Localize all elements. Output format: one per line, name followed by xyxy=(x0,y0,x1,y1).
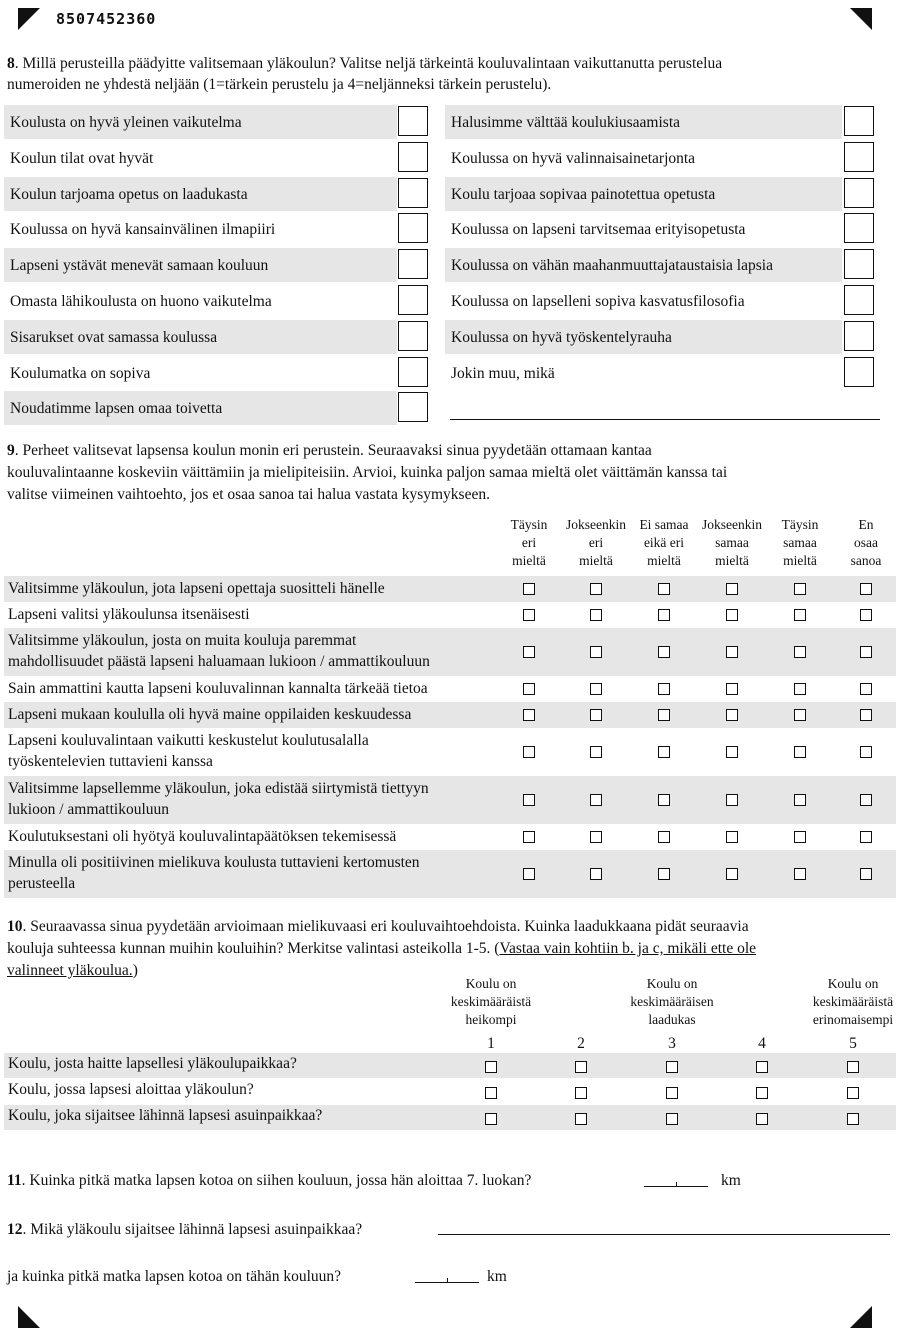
q9-answer-checkbox[interactable] xyxy=(523,831,535,843)
q10-scale-number: 3 xyxy=(668,1035,676,1052)
q10-anchor-line: laadukas xyxy=(648,1012,696,1027)
q8-left-option xyxy=(4,177,397,211)
q10-anchor-line: Koulu on xyxy=(646,976,698,991)
q10-row-text: Koulu, josta haitte lapsellesi yläkoulupaikkaa? xyxy=(8,1055,297,1072)
q8-rank-box[interactable] xyxy=(398,249,428,279)
q10-rating-checkbox[interactable] xyxy=(756,1061,768,1073)
q8-rank-box[interactable] xyxy=(844,285,874,315)
q10-anchor-line: keskimääräistä xyxy=(450,994,532,1009)
q9-scale-header xyxy=(558,516,634,570)
q10-text-line3b: ) xyxy=(132,962,138,979)
q9-statement-text: Minulla oli positiivinen mielikuva koulusta tuttavieni kertomusten xyxy=(8,854,420,871)
q8-rank-box[interactable] xyxy=(844,249,874,279)
q9-answer-checkbox[interactable] xyxy=(860,609,872,621)
q9-scale-header-line: mieltä xyxy=(715,553,749,568)
q9-answer-checkbox[interactable] xyxy=(523,794,535,806)
q10-anchor-line: Koulu on xyxy=(465,976,517,991)
q9-answer-checkbox[interactable] xyxy=(658,709,670,721)
q10-anchor-line: Koulu on xyxy=(827,976,879,991)
q8-option-label: Omasta lähikoulusta on huono vaikutelma xyxy=(10,293,272,310)
q9-scale-header-line: eri xyxy=(588,535,604,550)
q8-right-option xyxy=(445,248,842,282)
q9-scale-header-line: Jokseenkin xyxy=(566,517,626,532)
q9-statement-text: Valitsimme lapsellemme yläkoulun, joka edistää siirtymistä tiettyyn xyxy=(8,780,429,797)
q8-option-label: Koulu tarjoaa sopivaa painotettua opetusta xyxy=(451,185,716,203)
q8-text-line1: . Millä perusteilla päädyitte valitsemaan yläkoulun? Valitse neljä tärkeintä kouluvalintaan vaikuttanutta perustelua xyxy=(14,55,723,72)
q8-option-label: Koulusta on hyvä yleinen vaikutelma xyxy=(10,114,242,131)
q9-answer-checkbox[interactable] xyxy=(658,646,670,658)
q8-option-label: Noudatimme lapsen omaa toivetta xyxy=(10,400,223,418)
q9-statement-row xyxy=(4,628,896,676)
q8-option-label: Koulussa on vähän maahanmuuttajataustaisia lapsia xyxy=(451,257,773,275)
q10-rating-checkbox[interactable] xyxy=(485,1061,497,1073)
q9-scale-header xyxy=(828,516,904,570)
q9-answer-checkbox[interactable] xyxy=(590,746,602,758)
q9-answer-checkbox[interactable] xyxy=(794,709,806,721)
q10-rating-checkbox[interactable] xyxy=(485,1087,497,1099)
q9-answer-checkbox[interactable] xyxy=(726,683,738,695)
q10-anchor-line: keskimääräisen xyxy=(630,994,714,1009)
q8-right-option xyxy=(445,356,842,390)
q8-option-label: Koulussa on hyvä kansainvälinen ilmapiiri xyxy=(10,221,276,239)
q8-rank-box[interactable] xyxy=(398,178,428,208)
q10-rating-checkbox[interactable] xyxy=(756,1087,768,1099)
q11-question xyxy=(7,1170,531,1192)
q8-rank-box[interactable] xyxy=(844,357,874,387)
q10-scale-number: 1 xyxy=(487,1035,495,1052)
q8-option-label: Koulun tilat ovat hyvät xyxy=(10,149,154,167)
q9-answer-checkbox[interactable] xyxy=(860,646,872,658)
q10-rating-checkbox[interactable] xyxy=(575,1061,587,1073)
q9-answer-checkbox[interactable] xyxy=(794,794,806,806)
q9-answer-checkbox[interactable] xyxy=(794,868,806,880)
q8-text-line2: numeroiden ne yhdestä neljään (1=tärkein perustelu ja 4=neljänneksi tärkein perustelu). xyxy=(7,76,552,93)
q8-left-option xyxy=(4,248,397,282)
q8-rank-box[interactable] xyxy=(844,178,874,208)
q9-statement-text: mahdollisuudet päästä lapseni haluamaan lukioon / ammattikouluun xyxy=(8,653,430,670)
q9-answer-checkbox[interactable] xyxy=(590,683,602,695)
q9-scale-header-line: En xyxy=(858,517,874,532)
q9-statement-row xyxy=(4,776,896,824)
q8-right-option xyxy=(445,284,842,318)
q9-scale-header-line: mieltä xyxy=(783,553,817,568)
q8-right-option xyxy=(445,141,842,175)
q9-text-line1: . Perheet valitsevat lapsensa koulun monin eri perustein. Seuraavaksi sinua pyydetään ottamaan kantaa xyxy=(14,442,652,459)
q11-unit: km xyxy=(721,1172,741,1189)
q9-answer-checkbox[interactable] xyxy=(590,709,602,721)
registration-mark-top-right xyxy=(850,8,872,30)
q9-scale-header-line: mieltä xyxy=(647,553,681,568)
q9-answer-checkbox[interactable] xyxy=(726,709,738,721)
registration-mark-bottom-left xyxy=(18,1306,40,1328)
q9-answer-checkbox[interactable] xyxy=(860,746,872,758)
q9-answer-checkbox[interactable] xyxy=(860,583,872,595)
q9-answer-checkbox[interactable] xyxy=(523,868,535,880)
q9-answer-checkbox[interactable] xyxy=(794,583,806,595)
q12-unit: km xyxy=(487,1268,507,1285)
q9-question xyxy=(7,440,902,462)
q10-rating-checkbox[interactable] xyxy=(575,1087,587,1099)
q9-number: 9 xyxy=(7,442,15,459)
q10-anchor-line: heikompi xyxy=(465,1012,517,1027)
q9-answer-checkbox[interactable] xyxy=(726,868,738,880)
q8-rank-box[interactable] xyxy=(844,213,874,243)
q8-rank-box[interactable] xyxy=(844,321,874,351)
q9-answer-checkbox[interactable] xyxy=(726,746,738,758)
q8-right-option xyxy=(445,212,842,246)
q9-answer-checkbox[interactable] xyxy=(658,831,670,843)
q8-option-label: Jokin muu, mikä xyxy=(451,364,555,382)
q8-rank-box[interactable] xyxy=(398,142,428,172)
q9-answer-checkbox[interactable] xyxy=(860,709,872,721)
q9-statement-row xyxy=(4,676,896,702)
q10-scale-anchor xyxy=(798,975,908,1029)
q9-statement-text: Valitsimme yläkoulun, jota lapseni opettaja suositteli hänelle xyxy=(8,580,385,597)
q9-statement-row xyxy=(4,602,896,628)
q9-answer-checkbox[interactable] xyxy=(794,609,806,621)
q10-scale-number: 2 xyxy=(577,1035,585,1052)
q9-statement-text: lukioon / ammattikouluun xyxy=(8,801,170,818)
q8-option-label: Koulumatka on sopiva xyxy=(10,364,151,382)
q8-rank-box[interactable] xyxy=(398,357,428,387)
q12-question xyxy=(7,1219,362,1241)
q9-answer-checkbox[interactable] xyxy=(794,646,806,658)
q10-rating-checkbox[interactable] xyxy=(666,1113,678,1125)
q9-scale-header xyxy=(694,516,770,570)
q11-number: 11 xyxy=(7,1172,22,1189)
q9-answer-checkbox[interactable] xyxy=(658,609,670,621)
q11-text: . Kuinka pitkä matka lapsen kotoa on siihen kouluun, jossa hän aloittaa 7. luokan? xyxy=(21,1172,532,1189)
q9-statement-text: Lapseni kouluvalintaan vaikutti keskustelut koulutusalalla xyxy=(8,732,369,749)
q8-option-label: Koulussa on lapseni tarvitsemaa erityisopetusta xyxy=(451,221,746,239)
q9-statement-row xyxy=(4,576,896,602)
q9-scale-header-line: mieltä xyxy=(579,553,613,568)
q9-scale-header-line: Täysin xyxy=(510,517,548,532)
q8-rank-box[interactable] xyxy=(844,142,874,172)
q10-number: 10 xyxy=(7,918,23,935)
q9-answer-checkbox[interactable] xyxy=(590,583,602,595)
q8-right-option xyxy=(445,105,842,139)
q8-rank-box[interactable] xyxy=(398,392,428,422)
q10-rating-checkbox[interactable] xyxy=(666,1087,678,1099)
q9-answer-checkbox[interactable] xyxy=(658,583,670,595)
q8-rank-box[interactable] xyxy=(398,106,428,136)
q9-scale-header-line: samaa xyxy=(715,535,749,550)
q10-rating-checkbox[interactable] xyxy=(847,1087,859,1099)
q10-text-line3a: valinneet yläkoulua. xyxy=(7,962,133,979)
q8-left-option xyxy=(4,391,397,425)
q10-anchor-line: erinomaisempi xyxy=(812,1012,894,1027)
q9-answer-checkbox[interactable] xyxy=(794,831,806,843)
q9-answer-checkbox[interactable] xyxy=(658,794,670,806)
q9-answer-checkbox[interactable] xyxy=(794,746,806,758)
q8-rank-box[interactable] xyxy=(398,321,428,351)
q9-answer-checkbox[interactable] xyxy=(523,683,535,695)
q8-option-label: Lapseni ystävät menevät samaan kouluun xyxy=(10,257,269,275)
q9-scale-header xyxy=(626,516,702,570)
q10-text-line1: . Seuraavassa sinua pyydetään arvioimaan mielikuvaasi eri kouluvaihtoehdoista. Kuinka laadukkaana pidät seuraavia xyxy=(22,918,749,935)
q9-answer-checkbox[interactable] xyxy=(726,646,738,658)
q8-option-label: Sisarukset ovat samassa koulussa xyxy=(10,328,218,346)
q10-scale-number: 4 xyxy=(758,1035,766,1052)
q9-answer-checkbox[interactable] xyxy=(523,609,535,621)
q9-answer-checkbox[interactable] xyxy=(658,868,670,880)
q12-number: 12 xyxy=(7,1221,23,1238)
q8-left-option xyxy=(4,284,397,318)
q8-option-label: Koulun tarjoama opetus on laadukasta xyxy=(10,185,248,203)
q12-field-tick xyxy=(447,1278,448,1283)
q8-left-option xyxy=(4,105,397,139)
q10-question xyxy=(7,916,902,938)
q9-answer-checkbox[interactable] xyxy=(726,609,738,621)
q9-answer-checkbox[interactable] xyxy=(658,683,670,695)
q10-row-text: Koulu, joka sijaitsee lähinnä lapsesi asuinpaikkaa? xyxy=(8,1107,323,1124)
q9-answer-checkbox[interactable] xyxy=(523,709,535,721)
q9-answer-checkbox[interactable] xyxy=(860,831,872,843)
q8-right-option xyxy=(445,320,842,354)
q10-scale-anchor xyxy=(617,975,727,1029)
q9-scale-header-line: mieltä xyxy=(512,553,546,568)
q8-right-option xyxy=(445,177,842,211)
q12-school-field[interactable] xyxy=(438,1234,890,1235)
q10-anchor-line: keskimääräistä xyxy=(812,994,894,1009)
q9-scale-header-line: Täysin xyxy=(781,517,819,532)
q10-rating-checkbox[interactable] xyxy=(666,1061,678,1073)
q10-text-line2a: kouluja suhteessa kunnan muihin kouluihin? Merkitse valintasi asteikolla 1-5. ( xyxy=(7,940,500,957)
q9-statement-row xyxy=(4,824,896,850)
q8-question xyxy=(7,53,902,75)
q9-answer-checkbox[interactable] xyxy=(658,746,670,758)
q9-answer-checkbox[interactable] xyxy=(523,746,535,758)
q8-other-write-line[interactable] xyxy=(450,419,880,420)
q8-option-label: Koulussa on lapselleni sopiva kasvatusfilosofia xyxy=(451,293,745,310)
q10-scale-anchor xyxy=(436,975,546,1029)
q8-left-option xyxy=(4,212,397,246)
q9-statement-text: Lapseni mukaan koululla oli hyvä maine oppilaiden keskuudessa xyxy=(8,706,412,723)
q9-text-line2: kouluvalintaanne koskeviin väittämiin ja mielipiteisiin. Arvioi, kuinka paljon samaa mieltä olet väittämän kanssa tai xyxy=(7,464,728,481)
q9-scale-header xyxy=(491,516,567,570)
q9-scale-header-line: eri xyxy=(521,535,537,550)
q9-scale-header-line: samaa xyxy=(783,535,817,550)
q8-rank-box[interactable] xyxy=(398,285,428,315)
q9-answer-checkbox[interactable] xyxy=(794,683,806,695)
q9-scale-header-line: eikä eri xyxy=(643,535,685,550)
q12-followup: ja kuinka pitkä matka lapsen kotoa on tähän kouluun? xyxy=(7,1268,342,1285)
q10-scale-number: 5 xyxy=(849,1035,857,1052)
q9-answer-checkbox[interactable] xyxy=(860,794,872,806)
q9-answer-checkbox[interactable] xyxy=(590,868,602,880)
q10-rating-checkbox[interactable] xyxy=(575,1113,587,1125)
q9-scale-header xyxy=(762,516,838,570)
q10-row-text: Koulu, jossa lapsesi aloittaa yläkoulun? xyxy=(8,1081,254,1098)
q10-rating-checkbox[interactable] xyxy=(485,1113,497,1125)
q9-statement-row xyxy=(4,702,896,728)
q10-text-line2 xyxy=(7,938,902,960)
q9-statement-text: Lapseni valitsi yläkoulunsa itsenäisesti xyxy=(8,606,250,623)
q10-rating-checkbox[interactable] xyxy=(847,1113,859,1125)
q9-scale-header-line: sanoa xyxy=(850,553,882,568)
q9-statement-text: Koulutuksestani oli hyötyä kouluvalintapäätöksen tekemisessä xyxy=(8,828,397,845)
q9-answer-checkbox[interactable] xyxy=(590,794,602,806)
q10-rating-checkbox[interactable] xyxy=(756,1113,768,1125)
q9-answer-checkbox[interactable] xyxy=(860,868,872,880)
q8-option-label: Koulussa on hyvä työskentelyrauha xyxy=(451,328,672,346)
q9-answer-checkbox[interactable] xyxy=(590,831,602,843)
q8-option-label: Koulussa on hyvä valinnaisainetarjonta xyxy=(451,149,696,167)
q9-scale-header-line: Ei samaa xyxy=(639,517,689,532)
q9-statement-text: Valitsimme yläkoulun, josta on muita kouluja paremmat xyxy=(8,632,357,649)
q9-scale-header-line: Jokseenkin xyxy=(702,517,762,532)
q9-scale-header-line: osaa xyxy=(854,535,878,550)
q8-left-option xyxy=(4,356,397,390)
q9-answer-checkbox[interactable] xyxy=(523,583,535,595)
q9-answer-checkbox[interactable] xyxy=(726,583,738,595)
form-id: 8507452360 xyxy=(56,10,157,28)
q9-answer-checkbox[interactable] xyxy=(860,683,872,695)
q10-rating-checkbox[interactable] xyxy=(847,1061,859,1073)
q9-statement-text: perusteella xyxy=(8,875,76,892)
q12-text: . Mikä yläkoulu sijaitsee lähinnä lapsesi asuinpaikkaa? xyxy=(22,1221,363,1238)
q9-answer-checkbox[interactable] xyxy=(726,831,738,843)
q8-left-option xyxy=(4,141,397,175)
q8-rank-box[interactable] xyxy=(398,213,428,243)
q9-answer-checkbox[interactable] xyxy=(523,646,535,658)
q9-answer-checkbox[interactable] xyxy=(590,609,602,621)
q8-rank-box[interactable] xyxy=(844,106,874,136)
registration-mark-bottom-right xyxy=(850,1306,872,1328)
q8-left-option xyxy=(4,320,397,354)
registration-mark-top-left xyxy=(18,8,40,30)
q9-answer-checkbox[interactable] xyxy=(726,794,738,806)
q9-statement-text: työskentelevien tuttavieni kanssa xyxy=(8,753,213,770)
q9-statement-row xyxy=(4,850,896,898)
q9-statement-row xyxy=(4,728,896,776)
q8-number: 8 xyxy=(7,55,15,72)
q9-text-line3: valitse viimeinen vaihtoehto, jos et osaa sanoa tai halua vastata kysymykseen. xyxy=(7,486,490,503)
q9-answer-checkbox[interactable] xyxy=(590,646,602,658)
q8-option-label: Halusimme välttää koulukiusaamista xyxy=(451,114,681,131)
q9-statement-text: Sain ammattini kautta lapseni kouluvalinnan kannalta tärkeää tietoa xyxy=(8,680,428,697)
q11-field-tick xyxy=(676,1182,677,1187)
q10-text-line2b: Vastaa vain kohtiin b. ja c, mikäli ette ole xyxy=(499,940,757,957)
